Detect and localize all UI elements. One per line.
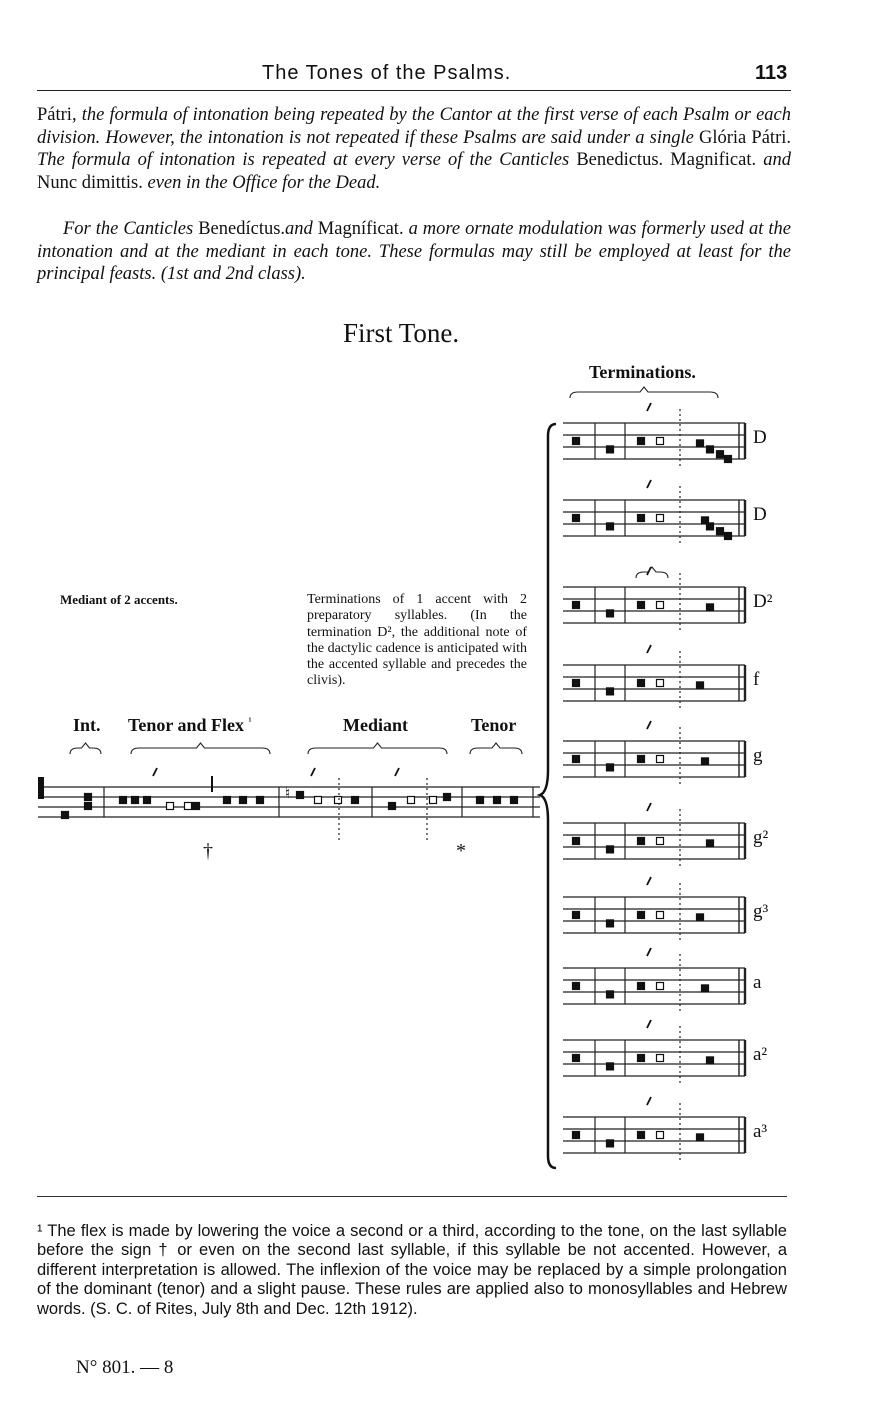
neume (638, 1055, 645, 1062)
neume (85, 803, 92, 810)
neume (477, 797, 484, 804)
terminations-heading: Terminations. (589, 362, 696, 382)
terminations-brace (540, 424, 556, 1168)
text-span: Magníficat. (317, 219, 404, 239)
neume (607, 446, 614, 453)
accent-mark (647, 403, 651, 411)
neume (193, 803, 200, 810)
neume (389, 803, 396, 810)
accent-mark (395, 768, 399, 776)
hollow-neume (657, 1055, 664, 1062)
neume (120, 797, 127, 804)
text-span: Benedíctus. (198, 219, 286, 239)
accent-mark (647, 877, 651, 885)
neume (62, 812, 69, 819)
neume (697, 914, 704, 921)
section-brace (470, 743, 522, 754)
text-span: For the Canticles (63, 219, 199, 239)
neume (607, 846, 614, 853)
hollow-neume (657, 912, 664, 919)
section-label-text: Tenor and Flex (128, 715, 245, 735)
neume (702, 985, 709, 992)
section-label-mediant: Mediant (343, 715, 408, 735)
text-span: and (285, 219, 318, 239)
hollow-neume (657, 680, 664, 687)
neume (573, 1055, 580, 1062)
accent-mark (647, 480, 651, 488)
hollow-neume (408, 797, 415, 804)
termination-label: D (753, 504, 767, 525)
footnote: ¹ The flex is made by lowering the voice a second or a third, according to the tone, on the last syllable before the sign † or even on the second last syllable, if this syllable be not accented. However, a different interpretation is allowed. The inflexion of the voice may be replaced by a simple prolongation of the dominant (tenor) and a slight pause. These rules are applied also to monosyllables and Hebrew words. (S. C. of Rites, July 8th and Dec. 12th 1912). (37, 1222, 787, 1318)
text-span: and (756, 150, 791, 171)
accent-mark (647, 721, 651, 729)
hollow-neume (167, 803, 174, 810)
neume (702, 758, 709, 765)
neume (224, 797, 231, 804)
neume (573, 983, 580, 990)
neume (607, 920, 614, 927)
neume (573, 912, 580, 919)
neume (573, 438, 580, 445)
text-span: The formula of intonation is repeated at every verse of the Canticles (37, 150, 577, 171)
neume (638, 983, 645, 990)
neume (638, 515, 645, 522)
text-span: the formula of intonation being repeated by the Cantor at the first verse of each Psalm or each division. However, the intonation is not repeated if these Psalms are said under a single (37, 105, 791, 148)
neume (132, 797, 139, 804)
neume (638, 438, 645, 445)
termination-note: Terminations of 1 accent with 2 preparatory syllables. (In the termination D², the additional note of the dactylic cadence is anticipated with the accented syllable and precedes the clivis). (307, 592, 527, 689)
neume (573, 756, 580, 763)
neume (638, 680, 645, 687)
text-span: Pátri, (37, 105, 77, 125)
accent-mark (647, 948, 651, 956)
section-label-intonation: Int. (73, 715, 101, 735)
accent-mark (647, 1097, 651, 1105)
neume (257, 797, 264, 804)
hollow-neume (657, 756, 664, 763)
accent-mark (647, 1020, 651, 1028)
neume (85, 794, 92, 801)
neume (697, 1134, 704, 1141)
clef-mark (38, 777, 44, 799)
neume (607, 1063, 614, 1070)
text-span: a more ornate modulation was formerly used at the intonation and at the mediant in each tone. These formulas may still be employed at least for the principal feasts. (1st and 2nd class). (37, 219, 792, 285)
mediant-note: Mediant of 2 accents. (60, 592, 178, 607)
accent-mark (647, 645, 651, 653)
neume (144, 797, 151, 804)
neume (297, 792, 304, 799)
text-span: Glória Pátri. (699, 127, 791, 148)
neume (638, 602, 645, 609)
neume (697, 682, 704, 689)
neume (725, 456, 732, 463)
termination-label: D² (753, 591, 773, 612)
footnote-mark: ¹ (248, 716, 252, 727)
neume (240, 797, 247, 804)
neume (717, 451, 724, 458)
accent-mark (311, 768, 315, 776)
neume (573, 680, 580, 687)
termination-label: f (753, 669, 760, 690)
section-label-tenor: Tenor (471, 715, 517, 735)
text-span: Benedictus. Magnificat. (576, 150, 757, 171)
neume (707, 604, 714, 611)
neume (638, 756, 645, 763)
termination-label: a² (753, 1044, 768, 1065)
neume (607, 991, 614, 998)
neume (607, 688, 614, 695)
neume (607, 764, 614, 771)
hollow-neume (335, 797, 342, 804)
hollow-neume (657, 438, 664, 445)
termination-label: g³ (753, 901, 769, 922)
neume (573, 838, 580, 845)
hollow-neume (657, 1132, 664, 1139)
neume (494, 797, 501, 804)
termination-label: D (753, 427, 767, 448)
running-header-title: The Tones of the Psalms. (262, 62, 512, 84)
accent-mark (153, 768, 157, 776)
section-brace (636, 567, 668, 578)
neume (573, 515, 580, 522)
text-span: even in the Office for the Dead. (142, 172, 381, 193)
flat-sign: ♮ (285, 784, 291, 802)
neume (707, 1057, 714, 1064)
hollow-neume (185, 803, 192, 810)
footer-signature: N° 801. — 8 (76, 1357, 174, 1378)
hollow-neume (430, 797, 437, 804)
neume (444, 794, 451, 801)
section-brace (131, 743, 270, 754)
termination-label: a (753, 972, 762, 993)
neume (725, 533, 732, 540)
neume (707, 840, 714, 847)
termination-label: g² (753, 827, 769, 848)
accent-mark (647, 803, 651, 811)
neume (607, 1140, 614, 1147)
footnote-rule (37, 1196, 787, 1197)
neume (573, 1132, 580, 1139)
neume (573, 602, 580, 609)
termination-label: a³ (753, 1121, 768, 1142)
dagger-mark: † (203, 840, 213, 862)
neume (707, 446, 714, 453)
neume (638, 912, 645, 919)
neume (352, 797, 359, 804)
section-brace (308, 743, 447, 754)
neume (607, 523, 614, 530)
hollow-neume (657, 602, 664, 609)
hollow-neume (315, 797, 322, 804)
neume (511, 797, 518, 804)
neume (638, 1132, 645, 1139)
section-brace (570, 387, 718, 398)
hollow-neume (657, 838, 664, 845)
neume (717, 528, 724, 535)
asterisk-mark: * (456, 840, 466, 862)
neume (707, 523, 714, 530)
neume (638, 838, 645, 845)
text-span: Nunc dimittis. (37, 172, 143, 193)
neume (697, 440, 704, 447)
hollow-neume (657, 983, 664, 990)
tone-title: First Tone. (343, 318, 460, 348)
page-number: 113 (755, 62, 788, 84)
hollow-neume (657, 515, 664, 522)
neume (607, 610, 614, 617)
termination-label: g (753, 745, 763, 766)
section-brace (70, 743, 101, 754)
